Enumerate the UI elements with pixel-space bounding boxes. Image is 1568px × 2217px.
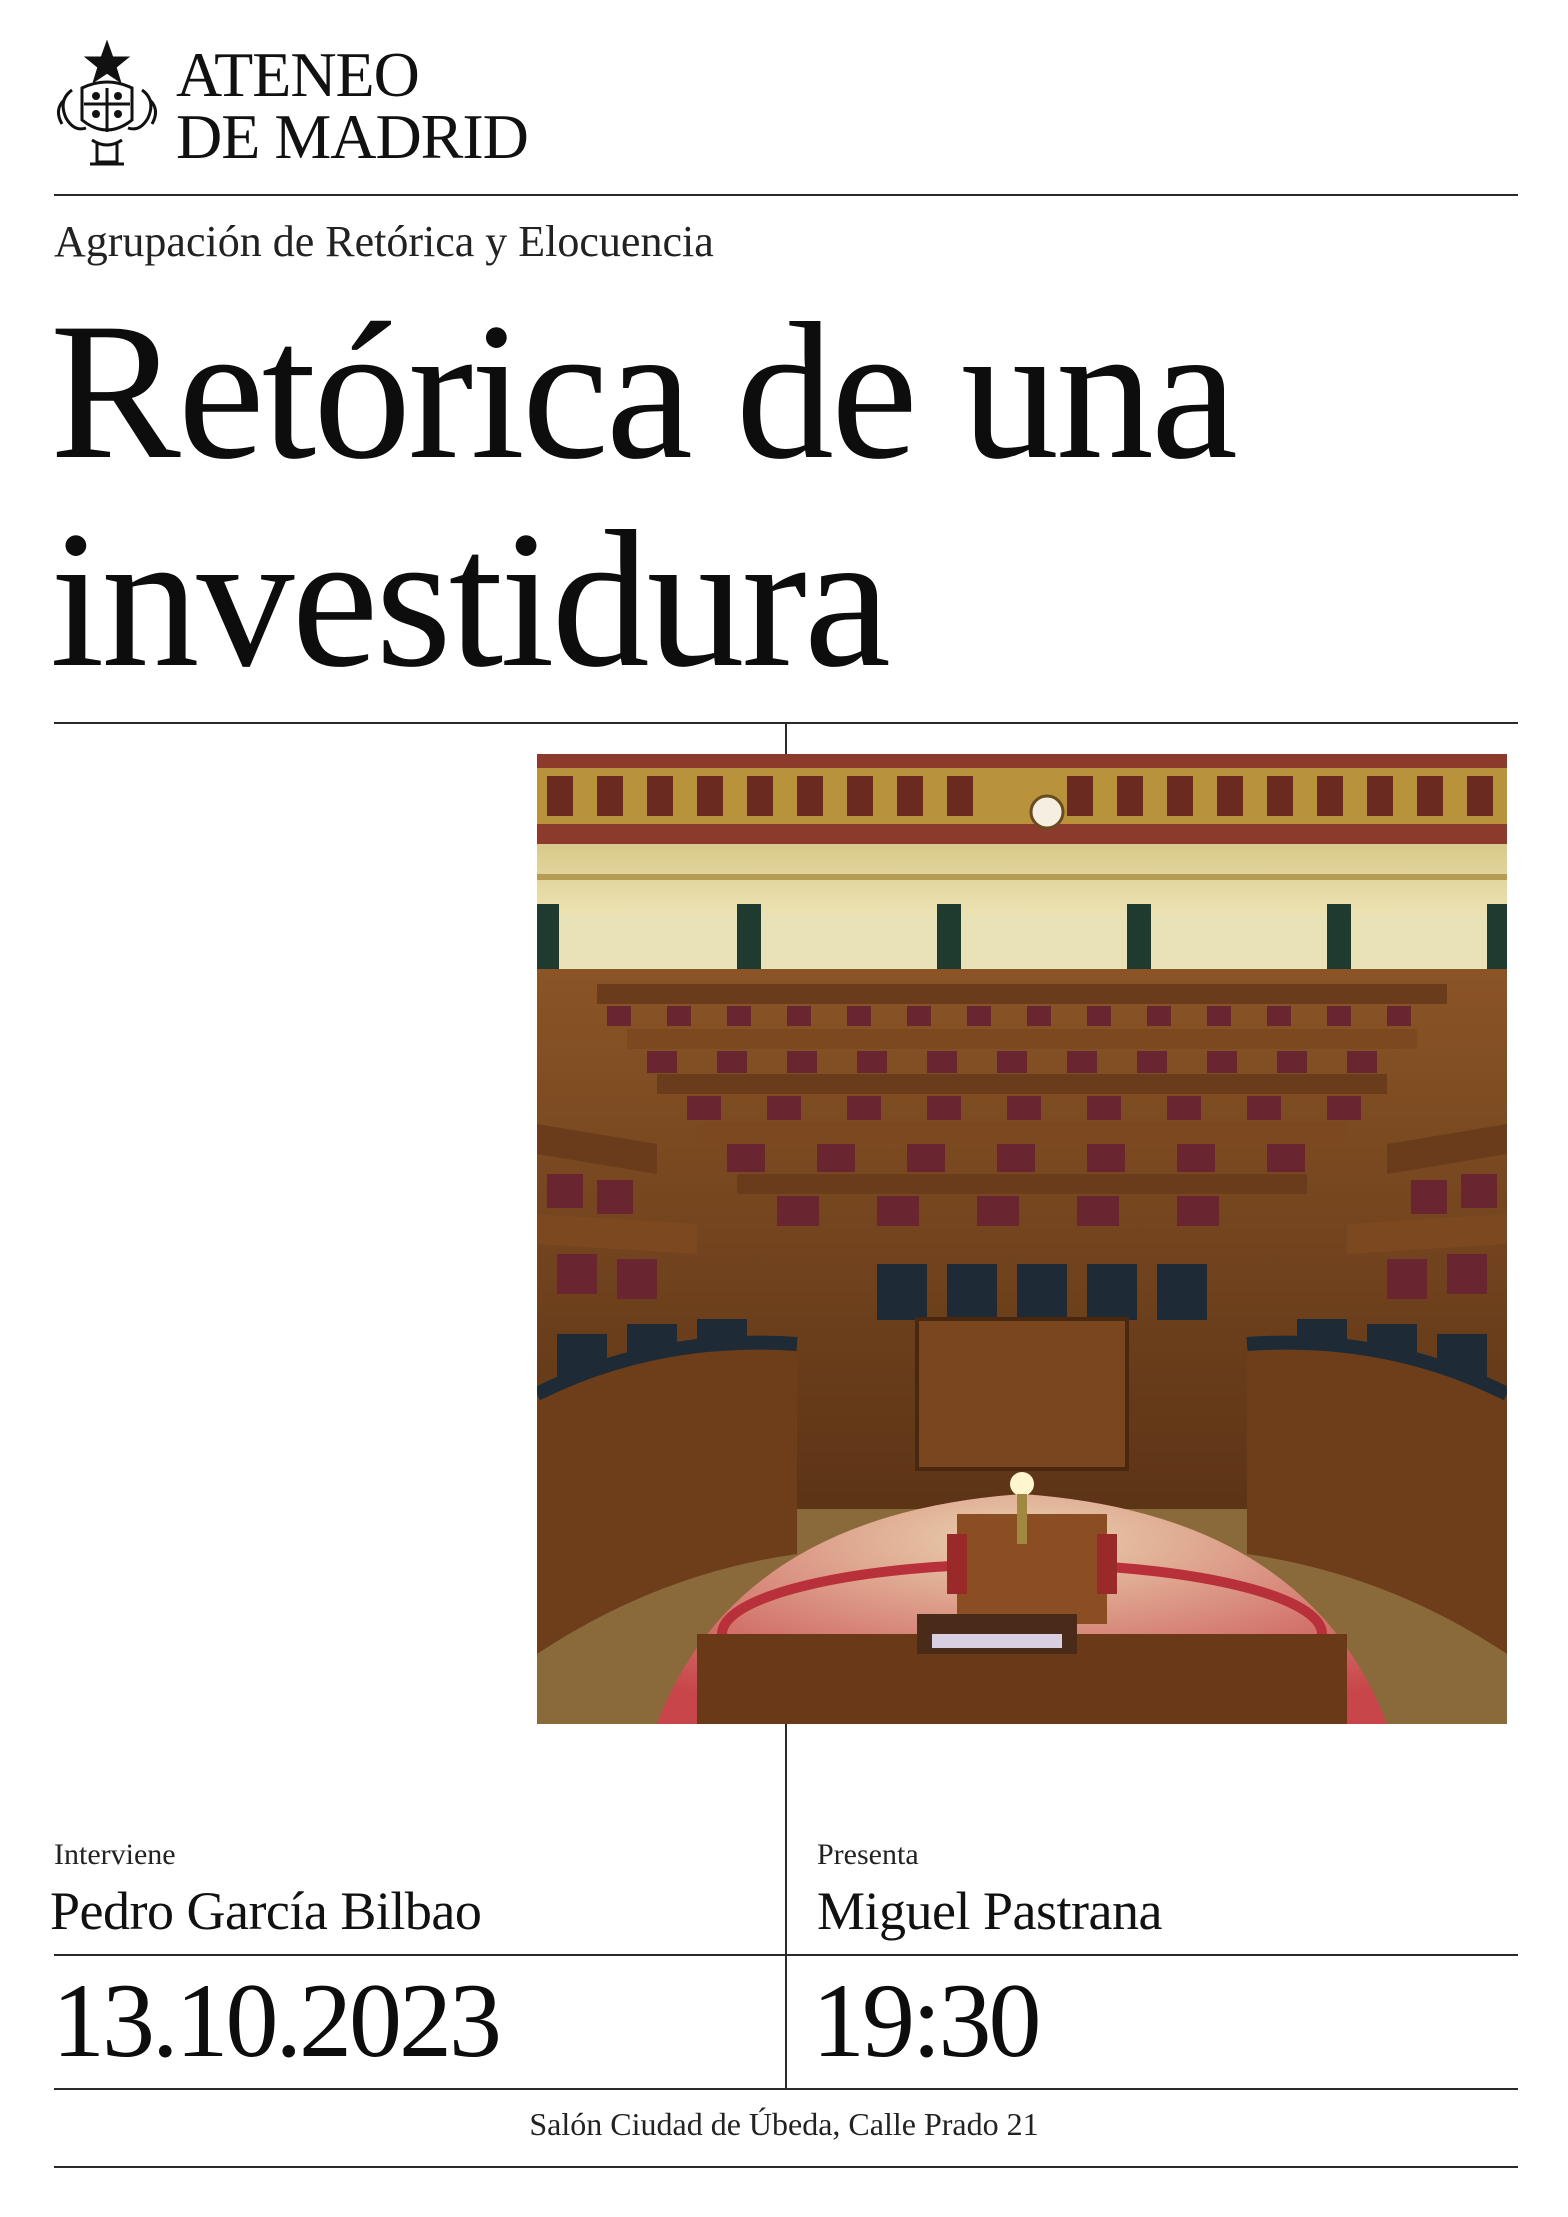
event-title [50, 283, 1235, 708]
divider-names [54, 1954, 1518, 1956]
org-name-line1: ATENEO [176, 39, 419, 110]
parliament-hemicycle-image [537, 754, 1507, 1724]
event-title-line1: Retórica de una [50, 283, 1235, 500]
org-name-line2: DE MADRID [176, 101, 528, 172]
vertical-divider-bottom [785, 1724, 787, 2088]
event-title-line2: investidura [50, 491, 888, 708]
event-venue: Salón Ciudad de Úbeda, Calle Prado 21 [529, 2106, 1039, 2142]
speaker-name: Pedro García Bilbao [50, 1881, 482, 1941]
ateneo-crest-icon [52, 40, 162, 170]
organization-name [176, 39, 528, 172]
group-subtitle: Agrupación de Retórica y Elocuencia [54, 217, 714, 266]
presenter-name: Miguel Pastrana [817, 1881, 1162, 1941]
event-date: 13.10.2023 [52, 1962, 499, 2079]
speaker-label: Interviene [54, 1838, 176, 1871]
event-time: 19:30 [812, 1962, 1039, 2079]
divider-bottom [54, 2166, 1518, 2168]
divider-date [54, 2088, 1518, 2090]
presenter-label: Presenta [817, 1838, 919, 1871]
divider-top [54, 194, 1518, 196]
vertical-divider-top [785, 722, 787, 754]
